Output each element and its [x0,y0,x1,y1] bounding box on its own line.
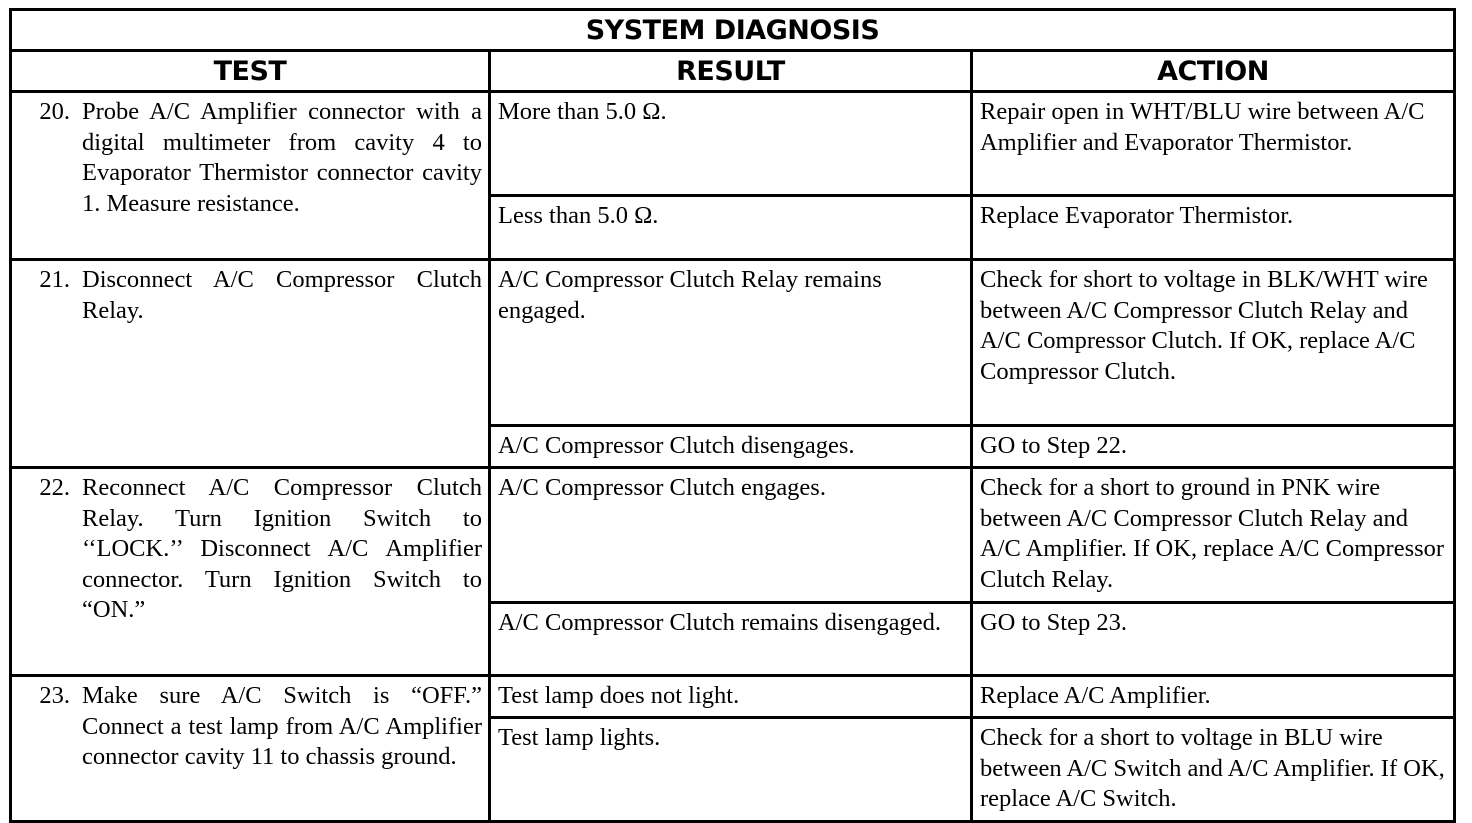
result-cell: A/C Compressor Clutch Relay remains engaged. [489,260,971,426]
action-cell: Check for short to voltage in BLK/WHT wire between A/C Compressor Clutch Relay and A/C Compressor Clutch. If OK, replace A/C Compressor Clutch. [971,260,1454,426]
table-title: SYSTEM DIAGNOSIS [11,10,1455,51]
title-row [11,10,1455,51]
table-row [11,468,1455,603]
action-cell: Repair open in WHT/BLU wire between A/C Amplifier and Evaporator Thermistor. [971,92,1454,196]
step-number: 20. [39,98,70,125]
step-test-text: Make sure A/C Switch is “OFF.” Connect a test lamp from A/C Amplifier connector cavity 11 to chassis ground. [82,682,482,770]
header-row [11,51,1455,92]
result-cell: More than 5.0 Ω. [489,92,971,196]
step-number: 22. [39,474,70,501]
result-cell: Test lamp does not light. [489,676,971,718]
action-cell: Replace A/C Amplifier. [971,676,1454,718]
action-cell: GO to Step 22. [971,426,1454,468]
result-cell: A/C Compressor Clutch remains disengaged. [489,603,971,676]
step-number: 23. [39,682,70,709]
action-cell: Check for a short to voltage in BLU wire between A/C Switch and A/C Amplifier. If OK, replace A/C Switch. [971,718,1454,822]
result-cell: Test lamp lights. [489,718,971,822]
header-result: RESULT [489,51,971,92]
step-test-text: Probe A/C Amplifier connector with a digital multimeter from cavity 4 to Evaporator Thermistor connector cavity 1. Measure resistance. [82,98,482,217]
step-test-text: Disconnect A/C Compressor Clutch Relay. [82,266,482,324]
step-number: 21. [39,266,70,293]
system-diagnosis-table [9,8,1456,823]
step-test-text: Reconnect A/C Compressor Clutch Relay. Turn Ignition Switch to ‘‘LOCK.’’ Disconnect A/C Amplifier connector. Turn Ignition Switch to “ON.” [82,474,482,623]
test-step-22 [11,468,490,676]
table-row [11,676,1455,718]
action-cell: Check for a short to ground in PNK wire between A/C Compressor Clutch Relay and A/C Amplifier. If OK, replace A/C Compressor Clutch Relay. [971,468,1454,603]
test-step-20 [11,92,490,260]
result-cell: A/C Compressor Clutch engages. [489,468,971,603]
test-step-23 [11,676,490,822]
table-row [11,260,1455,426]
header-test: TEST [11,51,490,92]
result-cell: A/C Compressor Clutch disengages. [489,426,971,468]
action-cell: Replace Evaporator Thermistor. [971,196,1454,260]
result-cell: Less than 5.0 Ω. [489,196,971,260]
header-action: ACTION [971,51,1454,92]
action-cell: GO to Step 23. [971,603,1454,676]
test-step-21 [11,260,490,468]
table-row [11,92,1455,196]
